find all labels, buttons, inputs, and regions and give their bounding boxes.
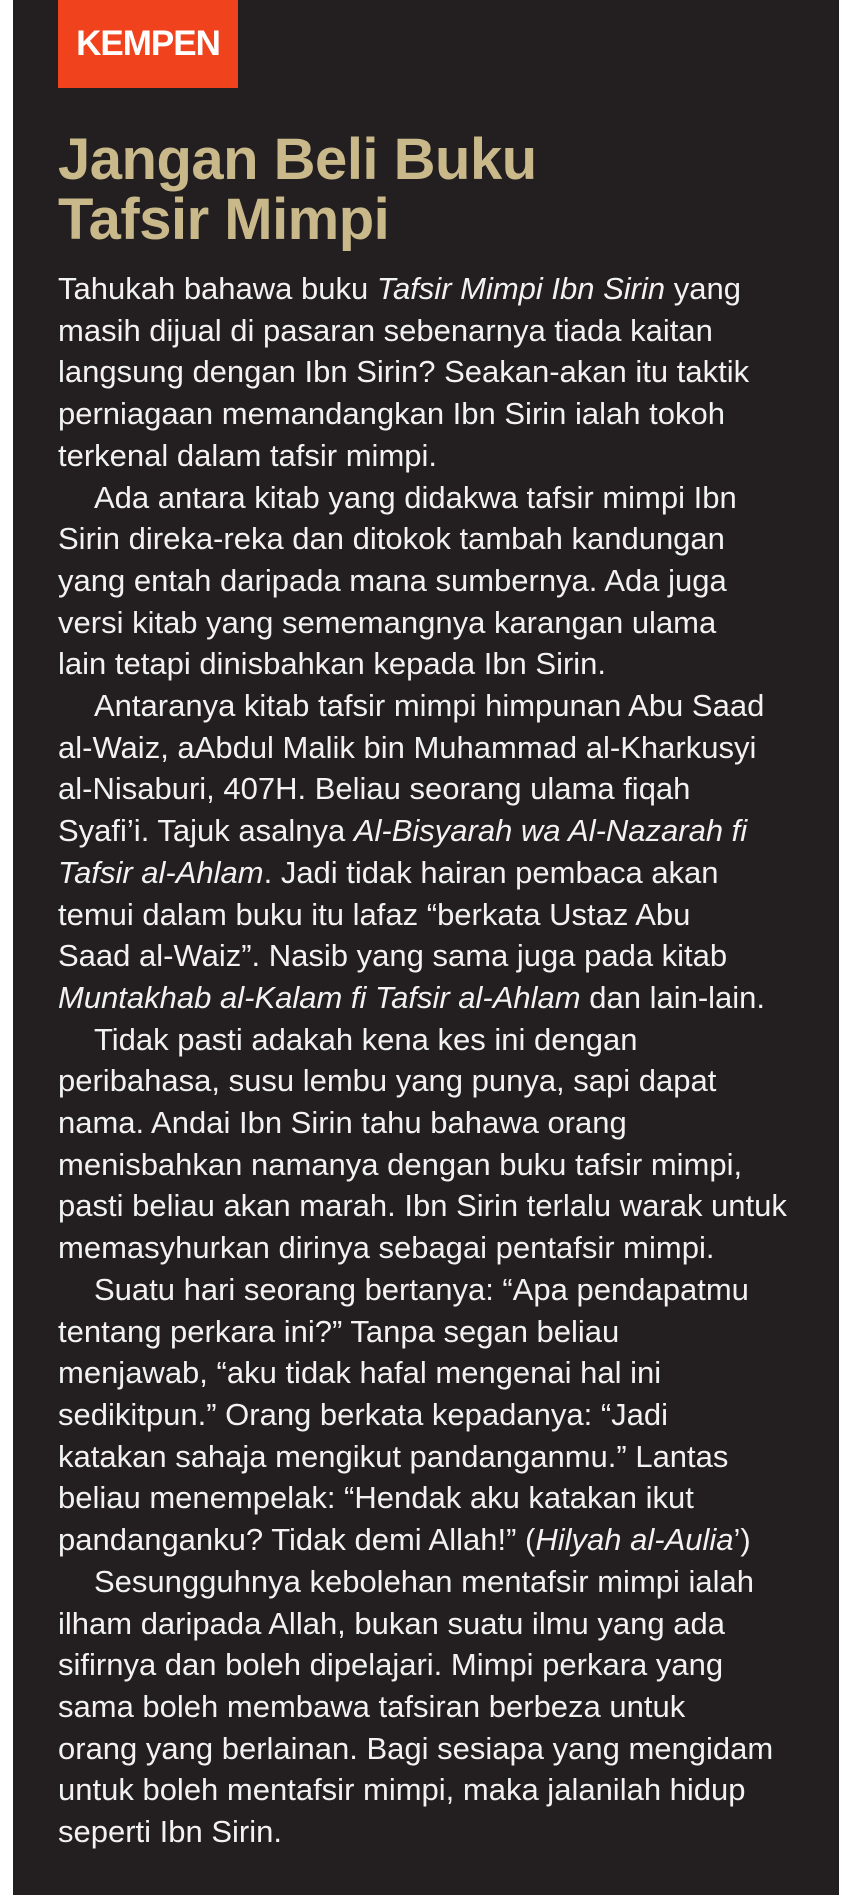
text-segment: menjawab, “aku tidak hafal mengenai hal ini: [58, 1355, 662, 1391]
italic-text: Muntakhab al-Kalam fi Tafsir al-Ahlam: [58, 979, 581, 1015]
text-segment: sedikitpun.” Orang berkata kepadanya: “Jadi: [58, 1396, 669, 1432]
text-segment: pasti beliau akan marah. Ibn Sirin terlalu warak untuk: [58, 1188, 787, 1224]
text-line: [58, 1352, 818, 1394]
text-segment: Suatu hari seorang bertanya: “Apa pendapatmu: [94, 1271, 749, 1307]
text-line: [58, 1394, 818, 1436]
text-segment: al-Nisaburi, 407H. Beliau seorang ulama fiqah: [58, 771, 691, 807]
text-line: [58, 1185, 818, 1227]
text-segment: Antaranya kitab tafsir mimpi himpunan Abu Saad: [94, 688, 765, 724]
text-line: [58, 1436, 818, 1478]
text-segment: masih dijual di pasaran sebenarnya tiada kaitan: [58, 312, 713, 348]
italic-text: Tafsir Mimpi Ibn Sirin: [376, 271, 666, 306]
article-paragraph: [58, 685, 818, 1019]
text-line: [58, 560, 818, 602]
italic-text: Tafsir al-Ahlam: [58, 854, 264, 890]
text-segment: tentang perkara ini?” Tanpa segan beliau: [58, 1313, 620, 1349]
article-title: [58, 127, 798, 252]
text-line: [58, 1728, 818, 1770]
text-line: [58, 1644, 818, 1686]
text-line: [58, 268, 818, 310]
text-segment: Ada antara kitab yang didakwa tafsir mimpi Ibn: [94, 479, 737, 515]
text-line: [58, 351, 818, 393]
text-line: [58, 685, 818, 727]
text-segment: Sesungguhnya kebolehan mentafsir mimpi ialah: [94, 1563, 755, 1599]
text-line: [58, 602, 818, 644]
article-paragraph: [58, 477, 818, 686]
text-line: [58, 393, 818, 435]
text-segment: yang entah daripada mana sumbernya. Ada juga: [58, 562, 727, 598]
text-segment: langsung dengan Ibn Sirin? Seakan-akan itu taktik: [58, 354, 750, 390]
text-segment: Saad al-Waiz”. Nasib yang sama juga pada kitab: [58, 938, 728, 974]
text-segment: katakan sahaja mengikut pandanganmu.” Lantas: [58, 1438, 729, 1474]
text-segment: al-Waiz, aAbdul Malik bin Muhammad al-Kharkusyi: [58, 729, 757, 765]
italic-text: Hilyah al-Aulia: [535, 1522, 734, 1558]
text-segment: beliau menempelak: “Hendak aku katakan ikut: [58, 1480, 694, 1516]
text-line: [58, 1227, 818, 1269]
text-line: [58, 1519, 818, 1561]
text-line: [58, 977, 818, 1019]
text-segment: Tahukah bahawa buku: [58, 271, 377, 306]
title-line-2: Tafsir Mimpi: [58, 187, 390, 252]
text-segment: orang yang berlainan. Bagi sesiapa yang mengidam: [58, 1730, 774, 1766]
text-line: [58, 768, 818, 810]
text-line: [58, 1060, 818, 1102]
text-segment: ilham daripada Allah, bukan suatu ilmu yang ada: [58, 1605, 725, 1641]
text-line: [58, 810, 818, 852]
text-line: [58, 1769, 818, 1811]
text-line: [58, 477, 818, 519]
text-line: [58, 1477, 818, 1519]
text-line: [58, 1561, 818, 1603]
text-segment: memasyhurkan dirinya sebagai pentafsir mimpi.: [58, 1230, 715, 1266]
text-segment: perniagaan memandangkan Ibn Sirin ialah tokoh: [58, 396, 725, 432]
text-segment: . Jadi tidak hairan pembaca akan: [263, 854, 719, 890]
text-line: [58, 1269, 818, 1311]
text-segment: pandanganku? Tidak demi Allah!” (: [58, 1522, 536, 1558]
text-segment: seperti Ibn Sirin.: [58, 1814, 282, 1850]
title-line-1: Jangan Beli Buku: [58, 127, 537, 192]
article-paragraph: [58, 268, 818, 477]
text-line: [58, 643, 818, 685]
text-segment: nama. Andai Ibn Sirin tahu bahawa orang: [58, 1105, 627, 1141]
text-line: [58, 894, 818, 936]
category-tag: KEMPEN: [58, 0, 238, 88]
text-line: [58, 1144, 818, 1186]
text-segment: Syafi’i. Tajuk asalnya: [58, 813, 354, 849]
italic-text: Al-Bisyarah wa Al-Nazarah fi: [353, 813, 748, 849]
text-segment: untuk boleh mentafsir mimpi, maka jalanilah hidup: [58, 1772, 746, 1808]
article-paragraph: [58, 1019, 818, 1269]
text-segment: menisbahkan namanya dengan buku tafsir mimpi,: [58, 1146, 743, 1182]
text-segment: yang: [665, 271, 741, 306]
article-paragraph: [58, 1561, 818, 1853]
text-line: [58, 1311, 818, 1353]
text-line: [58, 1686, 818, 1728]
text-segment: Sirin direka-reka dan ditokok tambah kandungan: [58, 521, 725, 557]
text-line: [58, 1102, 818, 1144]
text-line: [58, 852, 818, 894]
text-line: [58, 935, 818, 977]
text-segment: sama boleh membawa tafsiran berbeza untuk: [58, 1688, 686, 1724]
text-line: [58, 1811, 818, 1853]
text-line: [58, 435, 818, 477]
text-line: [58, 727, 818, 769]
text-segment: terkenal dalam tafsir mimpi.: [58, 437, 438, 473]
article-body: [58, 268, 818, 1853]
text-segment: ’): [733, 1522, 751, 1558]
text-segment: lain tetapi dinisbahkan kepada Ibn Sirin.: [58, 646, 607, 682]
text-line: [58, 310, 818, 352]
text-line: [58, 518, 818, 560]
text-segment: sifirnya dan boleh dipelajari. Mimpi perkara yang: [58, 1647, 724, 1683]
text-segment: temui dalam buku itu lafaz “berkata Ustaz Abu: [58, 896, 691, 932]
text-segment: peribahasa, susu lembu yang punya, sapi dapat: [58, 1063, 717, 1099]
text-line: [58, 1603, 818, 1645]
text-segment: Tidak pasti adakah kena kes ini dengan: [94, 1021, 638, 1057]
text-line: [58, 1019, 818, 1061]
text-segment: dan lain-lain.: [580, 979, 766, 1015]
text-segment: versi kitab yang sememangnya karangan ulama: [58, 604, 717, 640]
article-paragraph: [58, 1269, 818, 1561]
